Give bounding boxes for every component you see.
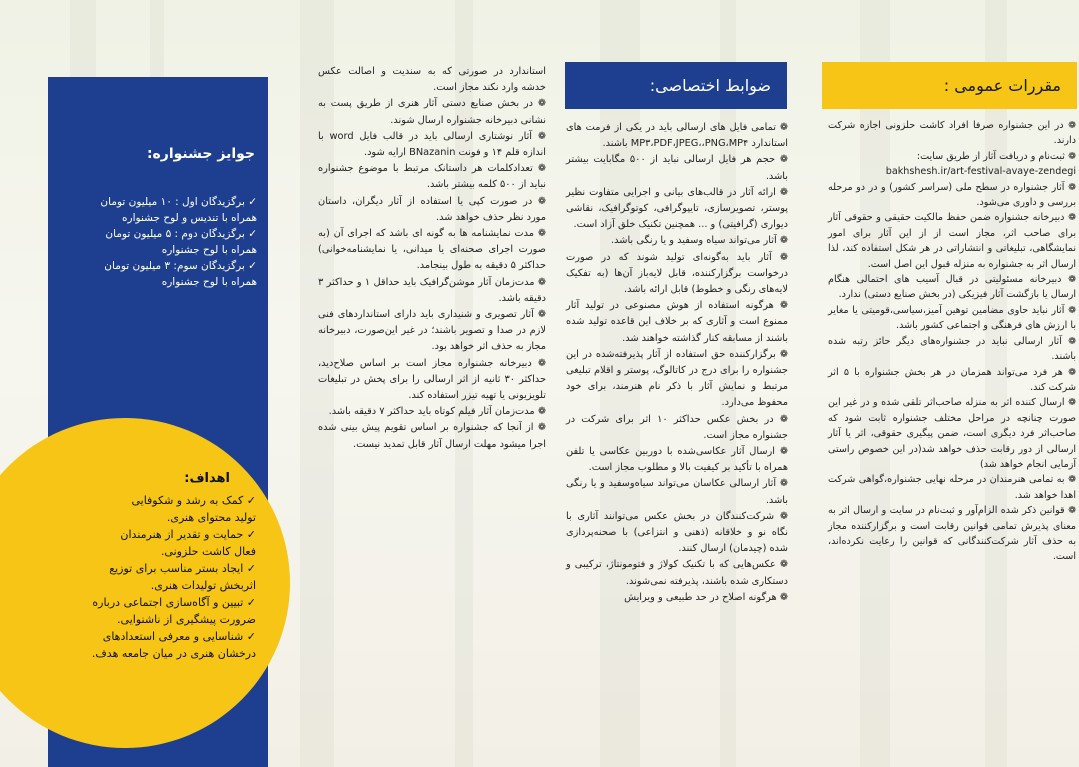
list-item: ❁ دبیرخانه مسئولیتی در قبال آسیب های احتمالی هنگام ارسال یا بازگشت آثار فیزیکی (در بخش صنایع دستی) ندارد. [828, 274, 1076, 301]
list-item: ❁ آثار ارسالی نباید در جشنواره‌های دیگر حائز رتبه شده باشند. [828, 335, 1076, 363]
list-item: ❁ مدت‌زمان آثار فیلم کوتاه باید حداکثر ۷ دقیقه باشد. [328, 406, 546, 418]
list-item: ❁ از آنجا که جشنواره بر اساس تقویم پیش بینی شده اجرا میشود مهلت ارسال آثار قابل تمدید نیست. [318, 422, 546, 450]
prizes-title: جوایز جشنواره: [146, 146, 255, 162]
list-item: ❁ مدت‌زمان آثار موشن‌گرافیک باید حداقل ۱ و حداکثر ۳ دقیقه باشد. [318, 276, 546, 304]
list-item: ❁ در این جشنواره صرفا افراد کاشت حلزونی اجازه شرکت دارند. [828, 120, 1076, 147]
list-item: ❁ هرگونه اصلاح در حد طبیعی و ویرایش [624, 591, 788, 603]
list-item: bakhshesh.ir/art-festival-avaye-zendegi [885, 166, 1076, 178]
list-item: ❁ آثار باید به‌گونه‌ای تولید شوند که در صورت درخواست برگزارکننده، قابل لایه‌باز آن‌ها (به تفکیک لایه‌های رنگی و خطوط) قابل ارائه باشد. [566, 251, 788, 296]
specific-rules-column [566, 120, 788, 606]
list-item: ✓ شناسایی و معرفی استعدادهای [102, 630, 256, 643]
specific-rules-continued-column [318, 64, 546, 453]
list-item: ❁ تمامی فایل های ارسالی باید در یکی از فرمت های استاندارد MP۳،PDF،JPEG،،PNG،MP۴ باشند. [566, 122, 788, 150]
prizes-list [62, 194, 257, 290]
goals-title: اهداف: [184, 471, 230, 486]
general-rules-title: مقررات عمومی : [943, 76, 1061, 95]
list-item: ضرورت پیشگیری از ناشنوایی. [117, 613, 256, 626]
list-item: ✓ کمک به رشد و شکوفایی [131, 494, 256, 507]
list-item: ❁ آثار جشنواره در سطح ملی (سراسر کشور) و در دو مرحله بررسی و داوری می‌شود. [828, 181, 1076, 209]
list-item: همراه با تندیس و لوح جشنواره [122, 212, 257, 224]
list-item: ❁ هر فرد می‌تواند همزمان در هر بخش جشنواره با ۵ اثر شرکت کند. [828, 366, 1076, 393]
list-item: ❁ برگزارکننده حق استفاده از آثار پذیرفته‌شده در این جشنواره را برای درج در کاتالوگ، پوستر و اقلام تبلیغی مرتبط و نمایش آثار با ذکر نام هنرمند، برای خود محفوظ می‌دارد. [566, 348, 788, 409]
list-item: ❁ دبیرخانه جشنواره ضمن حفظ مالکیت حقیقی و حقوقی آثار برای صاحب اثر، مجاز است از از این آثار برای امور نمایشگاهی، تبلیغاتی و انتشاراتی در هر شکل استفاده کند، لذا ارسال اثر به جشنواره به منزله قبول این اصل است. [828, 212, 1076, 270]
list-item: ❁ هرگونه استفاده از هوش مصنوعی در تولید آثار ممنوع است و آثاری که بر خلاف این قاعده تولید شده باشند از مسابقه کنار گذاشته خواهند شد. [566, 300, 788, 344]
list-item: فعال کاشت حلزونی. [160, 545, 256, 558]
list-item: ❁ عکس‌هایی که با تکنیک کولاژ و فتومونتاژ، ترکیبی و دستکاری شده باشند، پذیرفته نمی‌شوند. [566, 559, 788, 587]
general-rules-header [822, 62, 1077, 109]
list-item: ✓ برگزیدگان دوم : ۵ میلیون تومان [105, 228, 257, 240]
list-item: ❁ ارائه آثار در قالب‌های بیانی و اجرایی متفاوت نظیر پوستر، تصویرسازی، تایپوگرافی، کوتوگرافیک، نقاشی دیواری (گرافیتی) و ... همچنین تکنیک خلق آزاد است. [566, 186, 788, 231]
list-item: درخشان هنری در میان جامعه هدف. [91, 647, 256, 660]
list-item: ❁ تعدادکلمات هر داستانک مرتبط با موضوع جشنواره نباید از ۵۰۰ کلمه بیشتر باشد. [318, 163, 546, 191]
list-item: ❁ در بخش عکس حداکثر ۱۰ اثر برای شرکت در جشنواره مجاز است. [566, 413, 788, 441]
list-item: ❁ دبیرخانه جشنواره مجاز است بر اساس صلاح‌دید، حداکثر ۳۰ ثانیه از اثر ارسالی را برای پخش در تبلیغات تلویزیونی یا تهیه تیزر استفاده کند. [318, 357, 546, 402]
list-item: ❁ ارسال کننده اثر به منزله صاحب‌اثر تلقی شده و در غیر این صورت چنانچه در مراحل مختلف جشنواره ثابت شود که صاحب‌اثر فرد دیگری است، ضمن پیگیری حقوقی، اثر یا آثار ارسالی از دور رقابت حذف خواهد شد(در این خصوص راستی آزمایی انجام خواهد شد) [828, 397, 1076, 470]
list-item: ❁ آثار می‌تواند سیاه وسفید و یا رنگی باشد. [610, 235, 788, 247]
list-item: ✓ برگزیدگان اول : ۱۰ میلیون تومان [100, 196, 257, 208]
list-item: ❁ مدت نمایشنامه ها به گونه ای باشد که اجرای آن (به صورت اجرای صحنه‌ای یا میدانی، یا نمایشنامه‌خوانی) حداکثر ۵ دقیقه به طول بینجامد. [318, 228, 546, 272]
list-item: ❁ قوانین ذکر شده الزام‌آور و ثبت‌نام در سایت و ارسال اثر به معنای پذیرش تمامی قوانین رقابت است و برگزارکننده مجاز به حذف آثار شرکت‌کنندگانی که قوانین را رعایت نکرده‌اند، است. [828, 505, 1076, 563]
list-item: همراه با لوح جشنواره [161, 244, 257, 256]
list-item: ❁ آثار نباید حاوی مضامین توهین آمیز،سیاسی،قومیتی یا مغایر با ارزش های فرهنگی و اجتماعی کشور باشد. [828, 304, 1076, 332]
list-item: ❁ آثار ارسالی عکاسان می‌تواند سیاه‌وسفید و یا رنگی باشد. [566, 478, 788, 506]
specific-rules-title: ضوابط اختصاصی: [649, 76, 771, 95]
list-item: استاندارد در صورتی که به سندیت و اصالت عکس خدشه وارد نکند مجاز است. [318, 66, 546, 94]
list-item: ❁ آثار تصویری و شنیداری باید دارای استانداردهای فنی لازم در صدا و تصویر باشند؛ در غیر این‌صورت، دبیرخانه مجاز به حذف اثر خواهد بود. [318, 309, 546, 353]
list-item: ❁ شرکت‌کنندگان در بخش عکس می‌توانند آثاری با نگاه نو و خلاقانه (ذهنی و انتزاعی) با صحنه‌پردازی شده (چیدمان) ارسال کنند. [566, 510, 788, 555]
goals-list [44, 492, 256, 662]
list-item: ❁ در صورت کپی یا استفاده از آثار دیگران، داستان مورد نظر حذف خواهد شد. [318, 195, 546, 223]
list-item: ❁ در بخش صنایع دستی آثار هنری از طریق پست به نشانی دبیرخانه جشنواره ارسال شوند. [318, 98, 546, 126]
list-item: اثربخش تولیدات هنری. [150, 579, 256, 592]
list-item: ❁ آثار نوشتاری ارسالی باید در قالب فایل word با اندازه قلم ۱۴ و فونت BNazanin ارایه شود. [318, 130, 546, 159]
list-item: ❁ به تمامی هنرمندان در مرحله نهایی جشنواره،گواهی شرکت اهدا خواهد شد. [828, 474, 1076, 501]
list-item: ❁ ثبت‌نام و دریافت آثار از طریق سایت: [916, 150, 1076, 162]
list-item: ❁ حجم هر فایل ارسالی نباید از ۵۰۰ مگابایت بیشتر باشد. [566, 154, 788, 182]
specific-rules-header [565, 62, 787, 109]
general-rules-column [828, 118, 1076, 565]
list-item: تولید محتوای هنری. [166, 511, 256, 524]
list-item: ❁ ارسال آثار عکاسی‌شده با دوربین عکاسی یا تلفن همراه با تأکید بر کیفیت بالا و مطلوب مجاز است. [566, 446, 788, 474]
list-item: ✓ ایجاد بستر مناسب برای توزیع [109, 562, 256, 575]
list-item: ✓ تبیین و آگاه‌سازی اجتماعی درباره [92, 596, 256, 609]
list-item: همراه با لوح جشنواره [161, 276, 257, 288]
list-item: ✓ برگزیدگان سوم: ۳ میلیون تومان [104, 260, 257, 272]
list-item: ✓ حمایت و تقدیر از هنرمندان [120, 528, 256, 541]
